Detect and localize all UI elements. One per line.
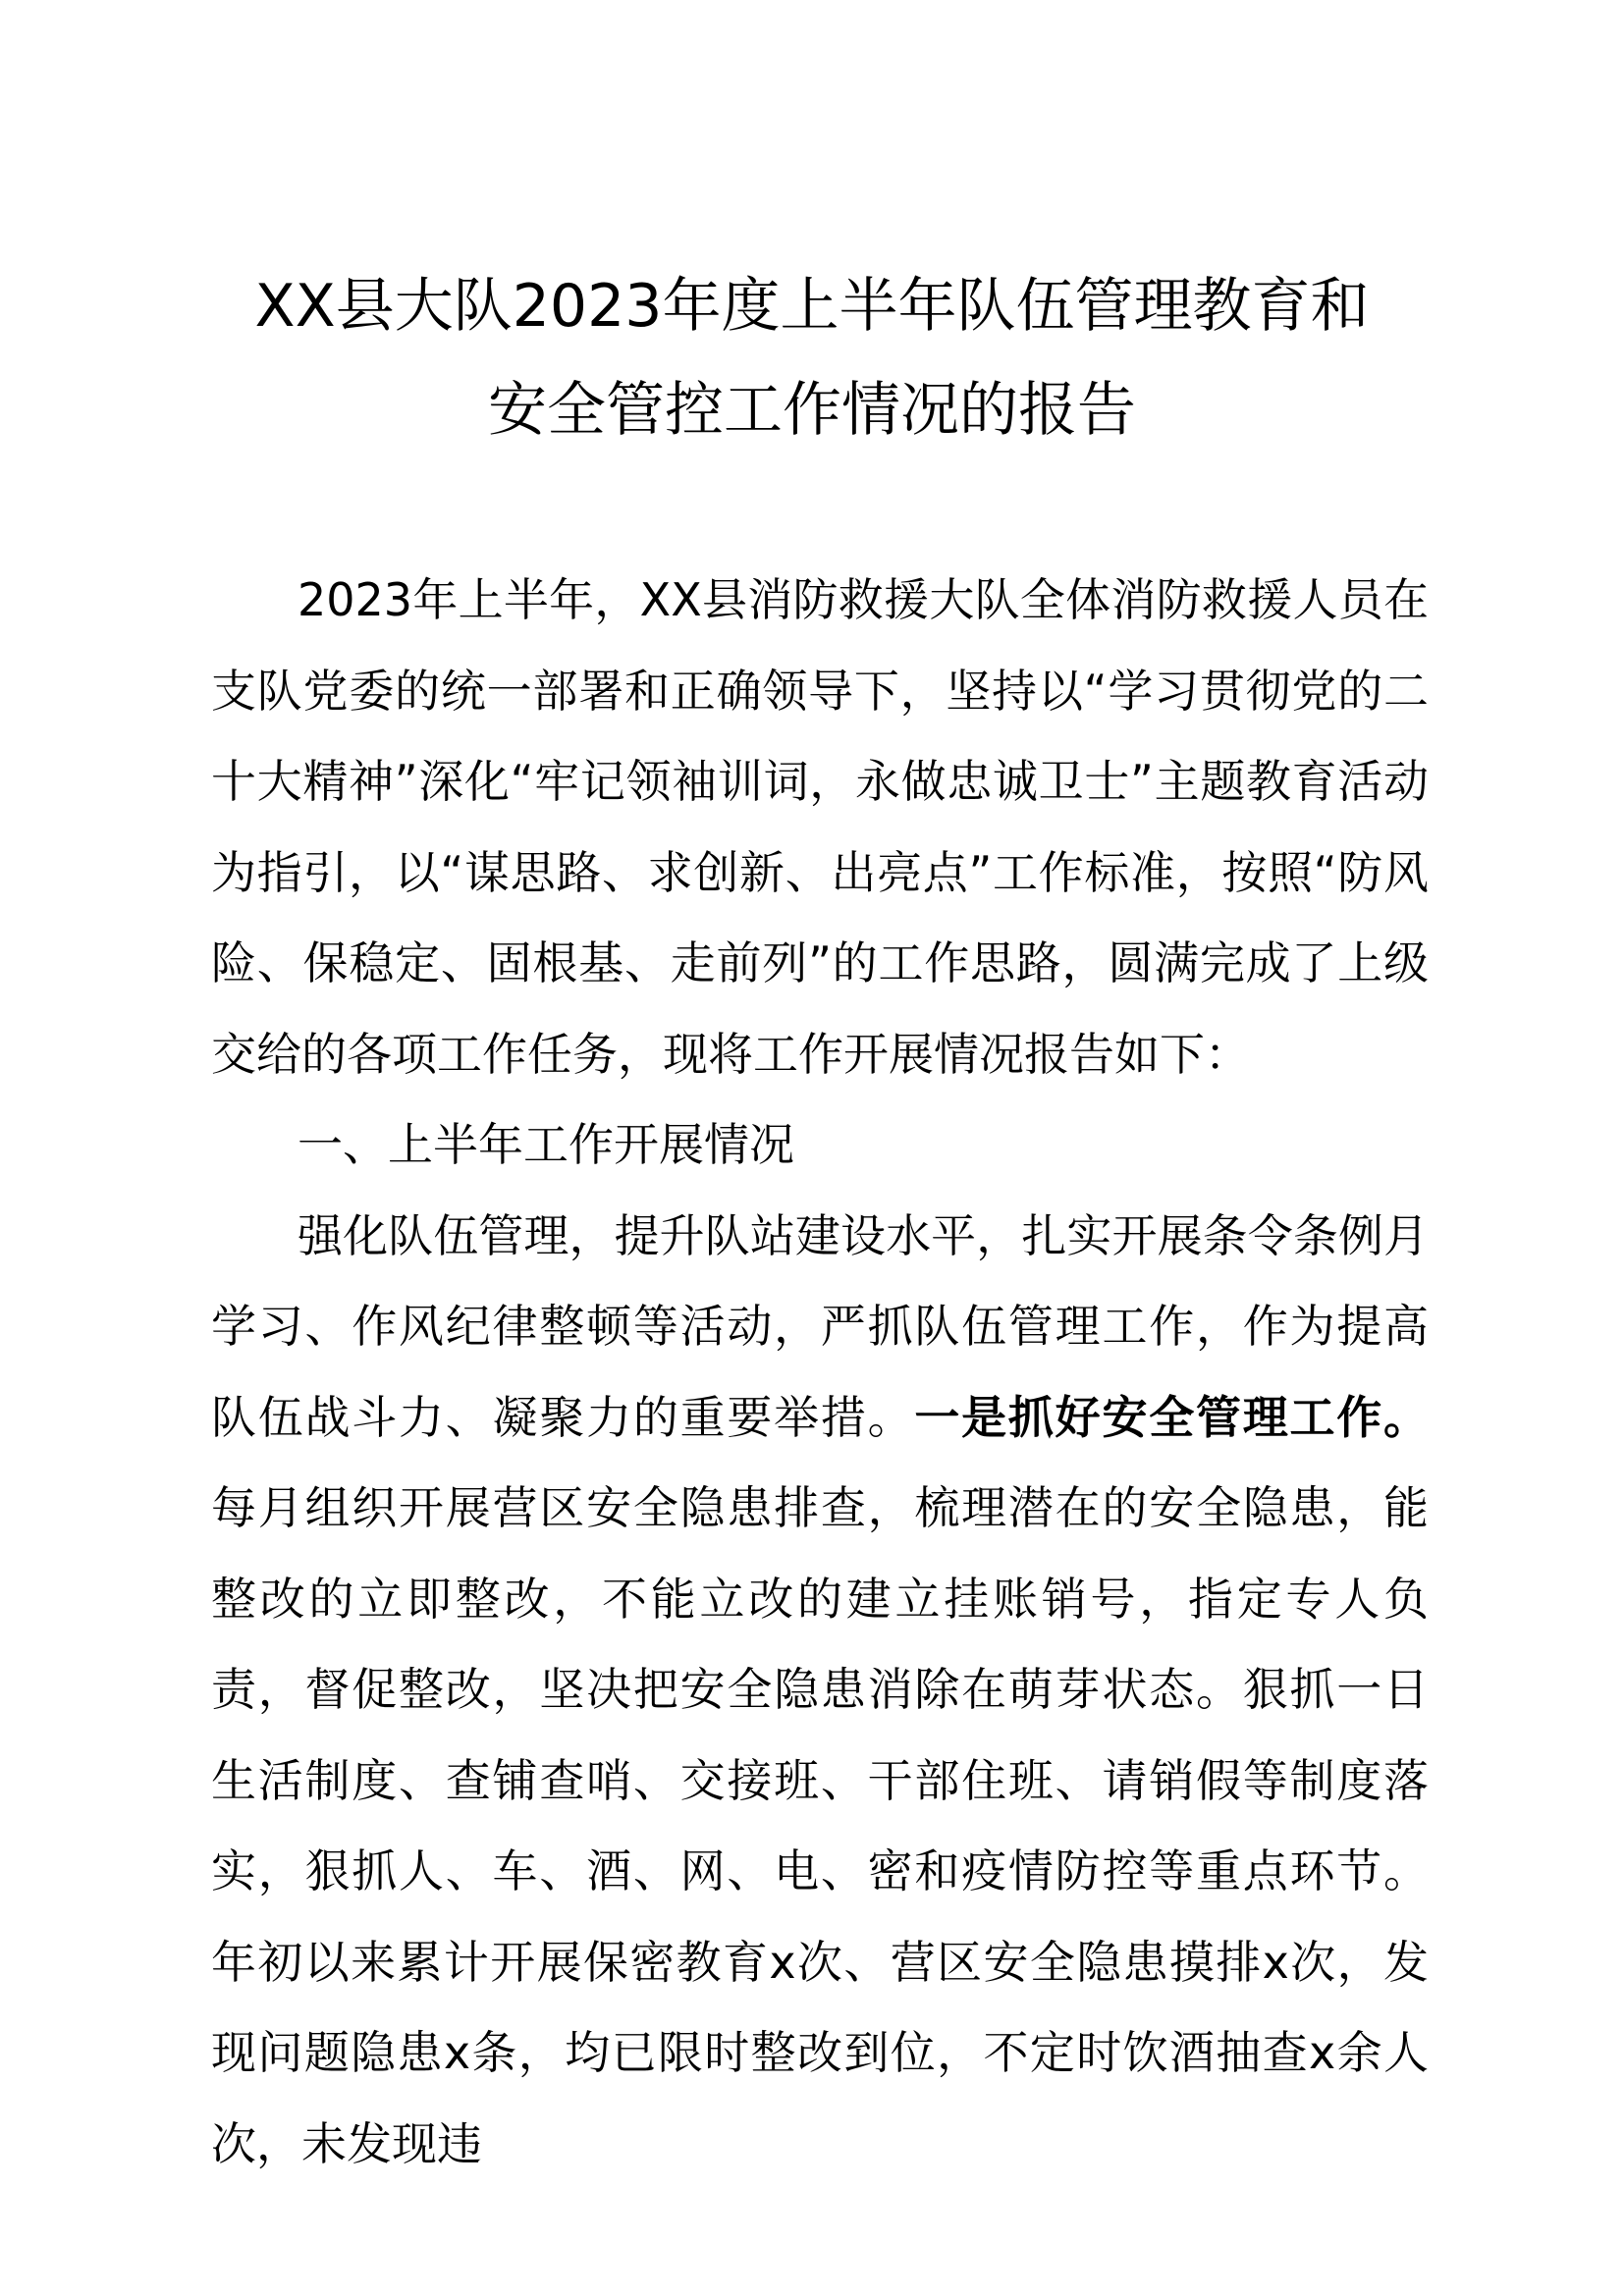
- report-title-line-1: XX县大队2023年度上半年队伍管理教育和: [254, 272, 1370, 341]
- management-paragraph-text-2: 每月组织开展营区安全隐患排查，梳理潜在的安全隐患，能整改的立即整改，不能立改的建立挂账销号，指定专人负责，督促整改，坚决把安全隐患消除在萌芽状态。狠抓一日生活制度、查铺查哨、交接班、干部住班、请销假等制度落实，狠抓人、车、酒、网、电、密和疫情防控等重点环节。年初以来累计开展保密教育x次、营区安全隐患摸排x次，发现问题隐患x条，均已限时整改到位，不定时饮酒抽查x余人次，未发现违: [211, 1481, 1429, 2170]
- report-body: [211, 555, 1429, 2189]
- section-heading: 一、上半年工作开展情况: [298, 1118, 794, 1171]
- report-title-line-2: 安全管控工作情况的报告: [488, 376, 1136, 445]
- management-paragraph-text-1: 强化队伍管理，提升队站建设水平，扎实开展条令条例月学习、作风纪律整顿等活动，严抓队伍管理工作，作为提高队伍战斗力、凝聚力的重要举措。: [211, 1208, 1429, 1444]
- intro-paragraph: 2023年上半年，XX县消防救援大队全体消防救援人员在支队党委的统一部署和正确领导下，坚持以“学习贯彻党的二十大精神”深化“牢记领袖训词，永做忠诚卫士”主题教育活动为指引，以“谋思路、求创新、出亮点”工作标准，按照“防风险、保稳定、固根基、走前列”的工作思路，圆满完成了上级交给的各项工作任务，现将工作开展情况报告如下：: [211, 573, 1429, 1081]
- management-paragraph: [211, 1191, 1429, 2190]
- safety-management-emphasis: 一是抓好安全管理工作。: [914, 1390, 1430, 1444]
